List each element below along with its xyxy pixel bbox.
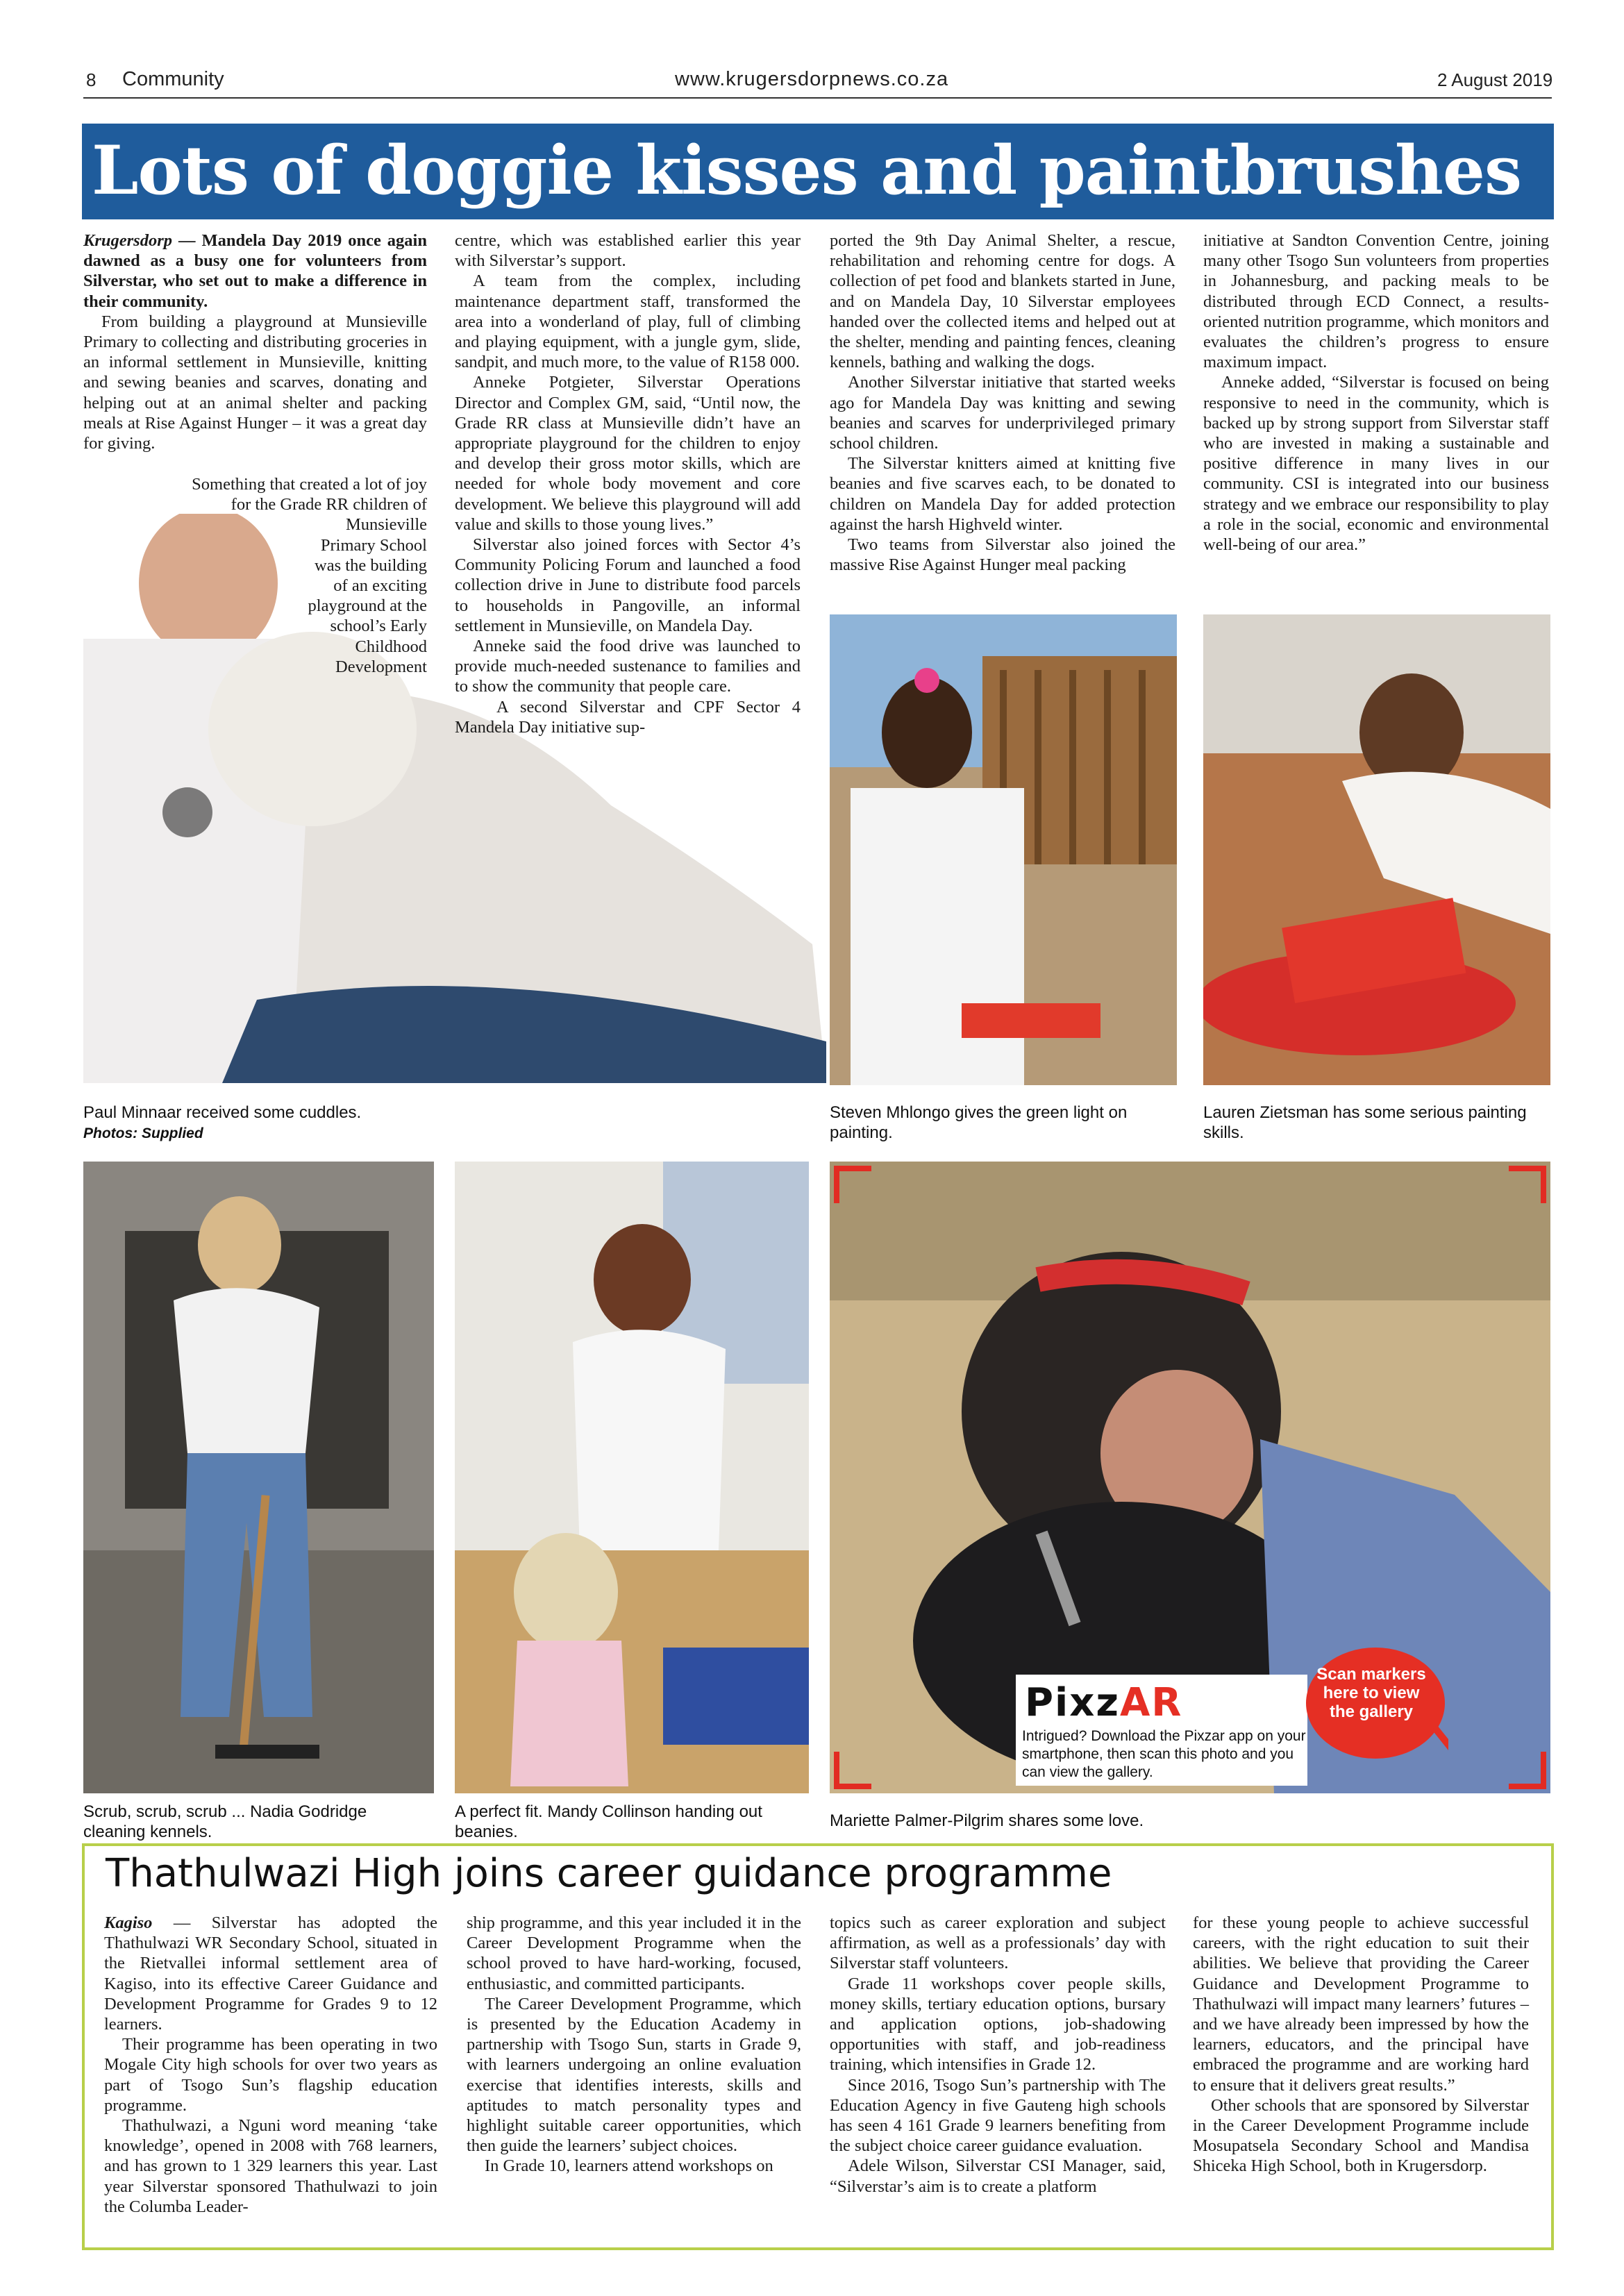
article2-column-1: Kagiso — Silverstar has adopted the Thathulwazi WR Secondary School, situated in the Rietvallei informal settlement area of Kagiso, into its effective Career Guidance and Development Programme for Grades 9 to 12 learners. Their programme has been operating in two Mogale City high schools for over two years as part of Tsogo Sun’s flagship education programme. Thathulwazi, a Nguni word meaning ‘take knowledge’, opened in 2008 with 768 learners, and has grown to 1 329 learners this year. Last year Silverstar sponsored Thathulwazi to join the Columba Leader- [104,1913,437,2216]
article1-col1-p1: From building a playground at Munsieville Primary to collecting and distributing groceries in an informal settlement in Munsieville, knitting and sewing beanies and scarves, donating and helping out at an animal shelter and packing meals at Rise Against Hunger – it was a great day for giving. [83,312,427,453]
header-rule [83,97,1552,99]
article1-dateline: Krugersdorp [83,231,172,250]
article2-headline: Thathulwazi High joins career guidance programme [106,1851,1112,1896]
pixzar-instructions: Intrigued? Download the Pixzar app on your smartphone, then scan this photo and you can view the gallery. [1022,1728,1306,1780]
article2-column-4: for these young people to achieve successful careers, with the right education to suit their abilities. We believe that providing the Career Guidance and Development Programme to Thathulwazi will impact many learners’ futures – and we have already been impressed by how the learners, educators, and the principal have embraced the programme and are working hard to ensure that it delivers great results.” Other schools that are sponsored by Silverstar in the Career Development Programme include Mosupatsela Secondary School and Mandisa Shiceka High School, both in Krugersdorp. [1193,1913,1529,2176]
article1-lead: — Mandela Day 2019 once again dawned as a busy one for volunteers from Silverstar, who set out to make a difference in their community. [83,231,427,311]
photo-nadia-godridge [83,1162,434,1793]
website-url[interactable]: www.krugersdorpnews.co.za [675,68,949,90]
section-name: Community [122,68,224,90]
photo-mandy-collinson [455,1162,809,1793]
article1-column-1-wrap [83,474,427,677]
article1-column-4: initiative at Sandton Convention Centre, joining many other Tsogo Sun volunteers from properties in Johannesburg, and packing meals to be distributed through ECD Connect, a results-oriented nutrition programme, which monitors and evaluates the children’s progress to ensure maximum impact. Anneke added, “Silverstar is focused on being responsive to need in the community, which is backed up by strong support from Silverstar staff who are invested in making a sustainable and positive difference in many lives in our community. CSI is integrated into our business strategy and we embrace our responsibility to play a role in the social, economic and environmental well-being of our area.” [1203,231,1549,555]
article1-column-2: centre, which was established earlier this year with Silverstar’s support. A team from the complex, including maintenance department staff, transformed the area into a wonderland of play, full of climbing and playing equipment, with a jungle gym, slide, sandpit, and much more, to the value of R158 000. Anneke Potgieter, Silverstar Operations Director and Complex GM, said, “Until now, the Grade RR class at Munsieville didn’t have an appropriate playground for the children to enjoy and develop their gross motor skills, which are needed for whole body movement and core development. We believe this playground will add value and skills to those young lives.” Silverstar also joined forces with Sector 4’s Community Policing Forum and launched a food collection drive in June to distribute food parcels to households in Pangoville, an informal settlement in Munsieville, on Mandela Day. Anneke said the food drive was launched to provide much-needed sustenance to families and to show the community that people care. A second Silverstar and CPF Sector 4 Mandela Day initiative sup- [455,231,801,737]
caption-mandy: A perfect fit. Mandy Collinson handing out beanies. [455,1802,762,1841]
caption-steven: Steven Mhlongo gives the green light on painting. [830,1103,1128,1142]
scan-markers-text: Scan markers here to view the gallery [1316,1665,1426,1721]
caption-mariette: Mariette Palmer-Pilgrim shares some love. [830,1811,1144,1830]
photo-credit: Photos: Supplied [83,1125,203,1141]
article2-column-3: topics such as career exploration and subject affirmation, as well as a professionals’ day with Silverstar staff volunteers. Grade 11 workshops cover people skills, money skills, tertiary education options, bursary and application options, job-shadowing opportunities with staff, and job-readiness training, which intensifies in Grade 12. Since 2016, Tsogo Sun’s partnership with The Education Agency in five Gauteng high schools has seen 4 161 Grade 9 learners benefiting from the subject choice career guidance evaluation. Adele Wilson, Silverstar CSI Manager, said, “Silverstar’s aim is to create a platform [830,1913,1166,2196]
photo-lauren-zietsman [1203,614,1550,1085]
article1-col1-p2: Something that created a lot of joy for the Grade RR children of Munsieville Primary School was the building of an exciting playground at the school’s Early Childhood Development [192,475,427,676]
article1-column-1 [83,231,427,453]
article2-column-2: ship programme, and this year included it in the Career Development Programme when the school proved to have hard-working, focused, enthusiastic, and committed participants. The Career Development Programme, which is presented by the Education Academy in partnership with Tsogo Sun, starts in Grade 9, with learners undergoing an online evaluation exercise that identifies interests, skills and aptitudes to match personality types and highlight suitable career opportunities, which then guide the learners’ subject choices. In Grade 10, learners attend workshops on [467,1913,801,2176]
caption-nadia: Scrub, scrub, scrub ... Nadia Godridge cleaning kennels. [83,1802,367,1841]
article1-column-3: ported the 9th Day Animal Shelter, a rescue, rehabilitation and rehoming centre for dogs. A collection of pet food and blankets started in June, and on Mandela Day, 10 Silverstar employees handed over the collected items and helped out at the shelter, mending and painting fences, cleaning kennels, bathing and walking the dogs. Another Silverstar initiative that started weeks ago for Mandela Day was knitting and sewing beanies and scarves for underprivileged primary school children. The Silverstar knitters aimed at knitting five beanies and five scarves each, to be donated to children on Mandela Day for added protection against the harsh Highveld winter. Two teams from Silverstar also joined the massive Rise Against Hunger meal packing [830,231,1175,575]
page-number: 8 [86,69,97,90]
issue-date: 2 August 2019 [1437,69,1553,90]
article2-dateline: Kagiso [104,1913,153,1932]
pixzar-logo: PixzAR [1025,1680,1183,1725]
article-headline: Lots of doggie kisses and paintbrushes [92,131,1522,210]
caption-paul: Paul Minnaar received some cuddles. Photos: Supplied [83,1103,362,1141]
caption-lauren: Lauren Zietsman has some serious painting skills. [1203,1103,1527,1142]
photo-steven-mhlongo [830,614,1177,1085]
